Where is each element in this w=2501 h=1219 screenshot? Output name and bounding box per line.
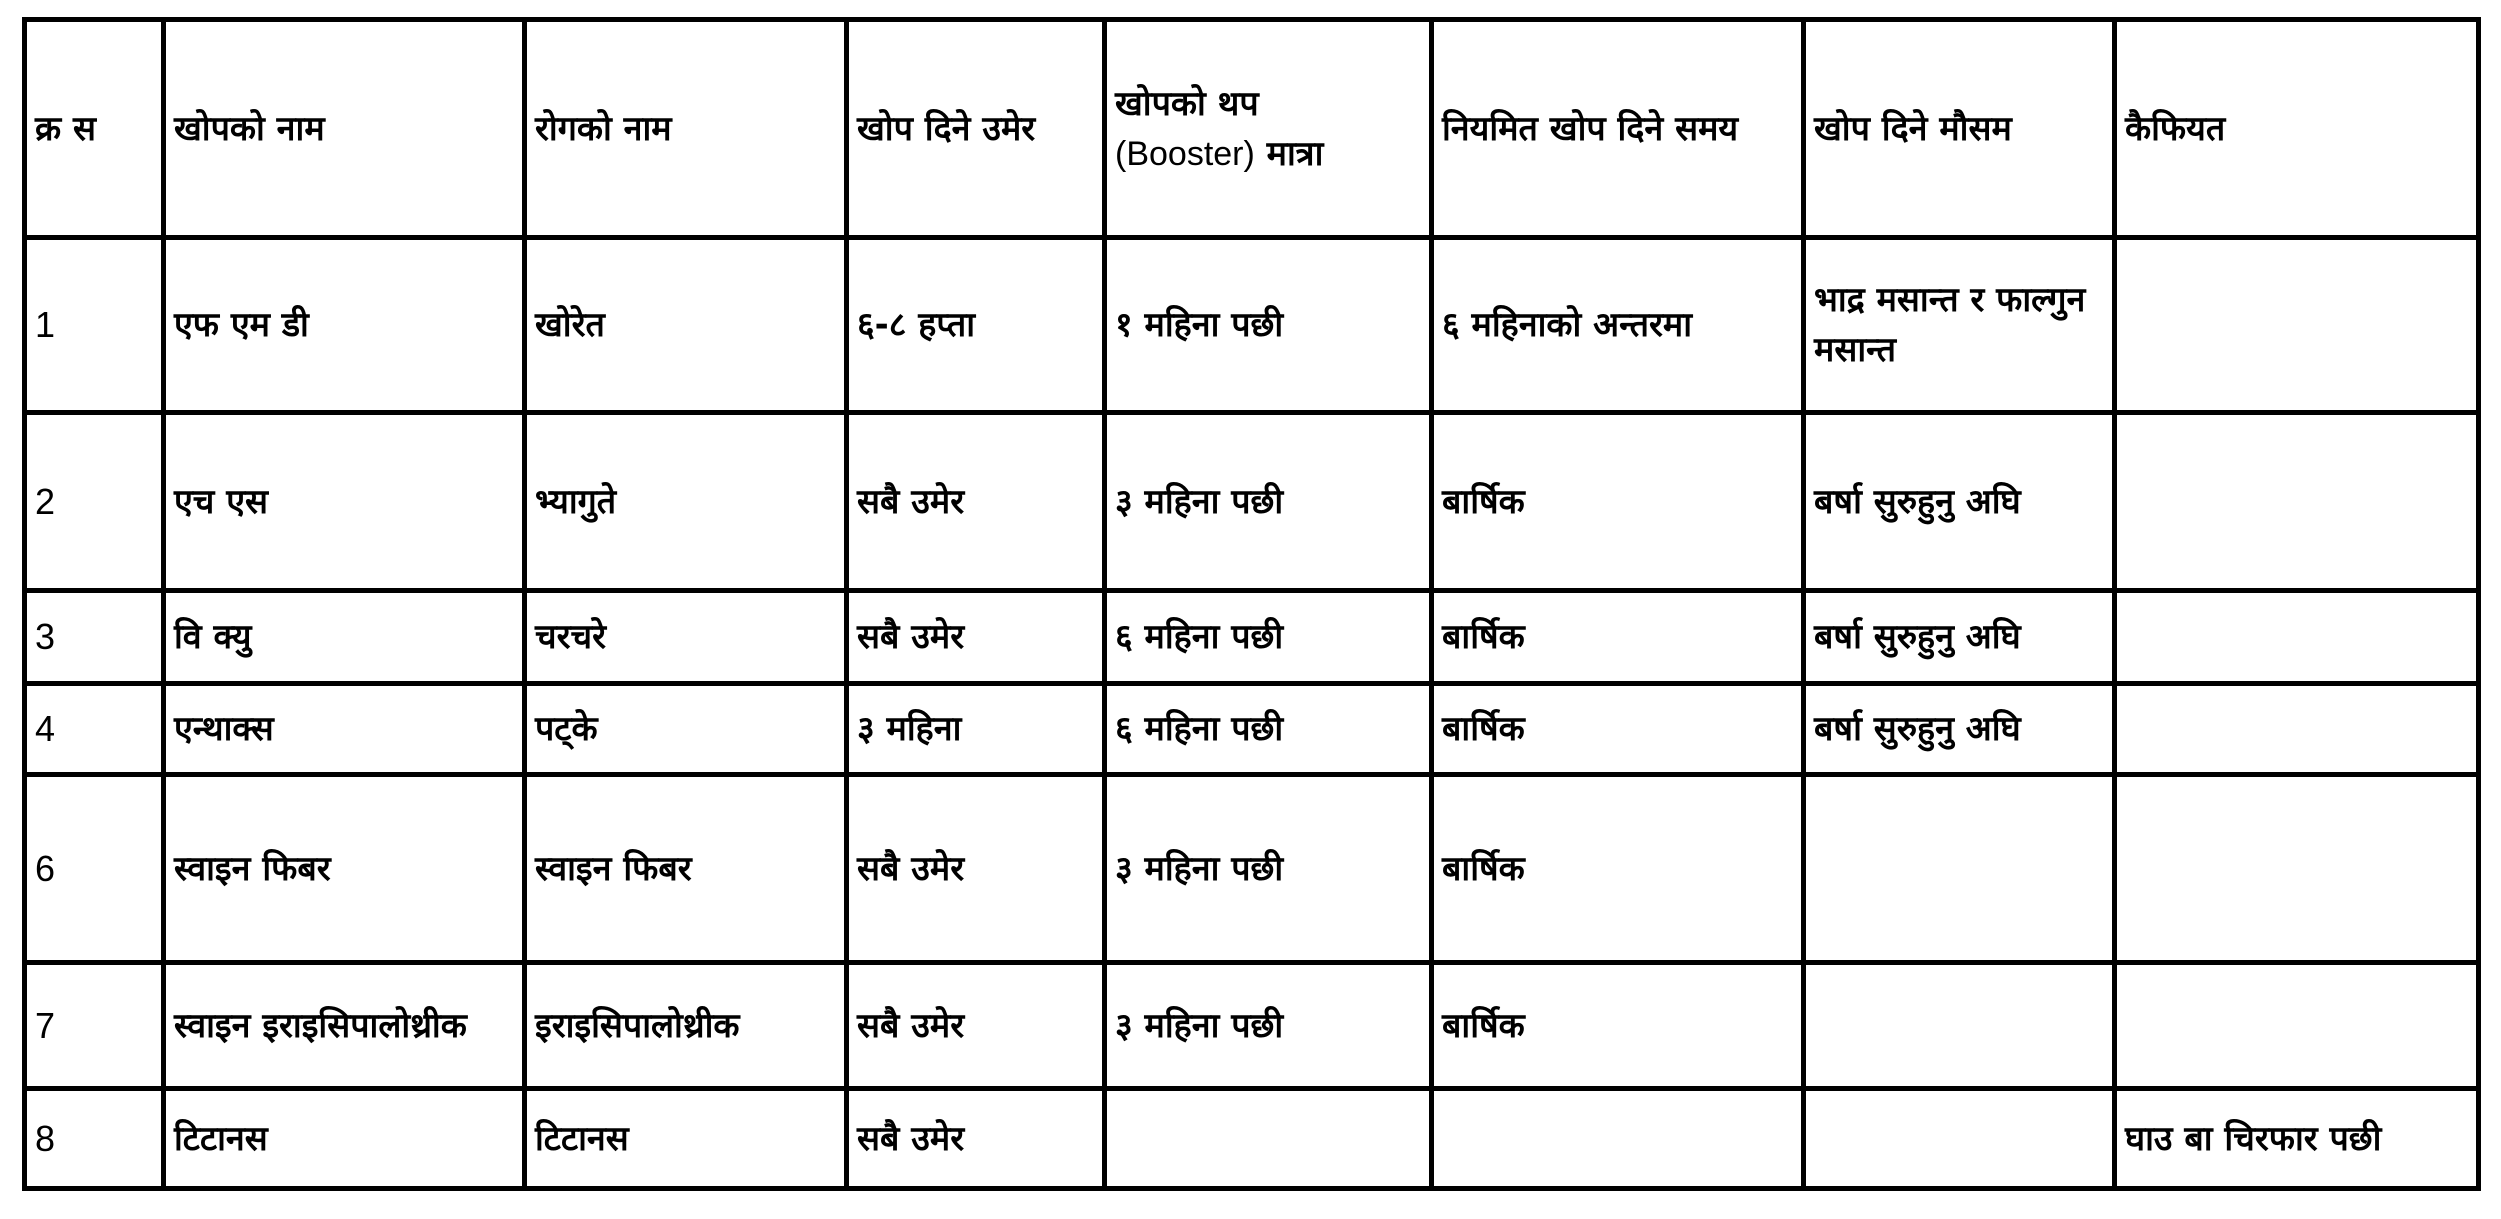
row-regular-schedule: बार्षिक <box>1432 413 1804 591</box>
row-disease-name: टिटानस <box>525 1089 847 1189</box>
header-vaccination-season: खोप दिने मौसम <box>1804 20 2115 238</box>
header-regular-schedule: नियमित खोप दिने समय <box>1432 20 1804 238</box>
table-row <box>25 684 2479 775</box>
row-remarks <box>2115 775 2479 963</box>
vaccination-schedule-sheet <box>22 17 2481 1191</box>
row-vaccination-season: भाद्र मसान्त र फाल्गुन मसान्त <box>1804 238 2115 413</box>
row-remarks <box>2115 238 2479 413</box>
row-serial-number: 2 <box>25 413 164 591</box>
row-disease-name: स्वाइन फिबर <box>525 775 847 963</box>
row-vaccination-season <box>1804 1089 2115 1189</box>
row-serial-number: 3 <box>25 591 164 684</box>
table-row <box>25 963 2479 1089</box>
row-vaccination-age: सबै उमेर <box>847 1089 1105 1189</box>
row-vaccination-age: सबै उमेर <box>847 591 1105 684</box>
row-regular-schedule: ६ महिनाको अन्तरमा <box>1432 238 1804 413</box>
row-vaccine-name: एफ एम डी <box>164 238 525 413</box>
row-vaccination-season <box>1804 775 2115 963</box>
row-remarks <box>2115 591 2479 684</box>
row-vaccination-age: ६-८ हप्ता <box>847 238 1105 413</box>
row-vaccination-season <box>1804 963 2115 1089</box>
table-row <box>25 591 2479 684</box>
row-remarks <box>2115 413 2479 591</box>
row-serial-number: 1 <box>25 238 164 413</box>
header-booster-word: मात्रा <box>1254 133 1324 174</box>
vaccination-table <box>22 17 2481 1191</box>
row-regular-schedule <box>1432 1089 1804 1189</box>
row-vaccine-name: एच एस <box>164 413 525 591</box>
row-booster-dose: ३ महिना पछी <box>1105 775 1432 963</box>
row-remarks: घाउ बा चिरफार पछी <box>2115 1089 2479 1189</box>
row-regular-schedule: बार्षिक <box>1432 963 1804 1089</box>
header-remarks: कैफियत <box>2115 20 2479 238</box>
header-vaccination-age: खोप दिने उमेर <box>847 20 1105 238</box>
header-row <box>25 20 2479 238</box>
header-booster-line1: खोपको थप <box>1115 83 1259 124</box>
row-disease-name: इराइसिपालोथ्रीक <box>525 963 847 1089</box>
row-booster-dose: ३ महिना पछी <box>1105 963 1432 1089</box>
row-vaccination-age: सबै उमेर <box>847 963 1105 1089</box>
row-vaccination-age: सबै उमेर <box>847 413 1105 591</box>
row-serial-number: 8 <box>25 1089 164 1189</box>
row-vaccine-name: टिटानस <box>164 1089 525 1189</box>
table-row <box>25 413 2479 591</box>
row-vaccine-name: वि क्यु <box>164 591 525 684</box>
row-regular-schedule: बार्षिक <box>1432 591 1804 684</box>
row-serial-number: 6 <box>25 775 164 963</box>
row-vaccination-age: ३ महिना <box>847 684 1105 775</box>
header-booster-latin: (Booster) <box>1115 134 1255 173</box>
row-vaccine-name: स्वाइन इराइसिपालोथ्रीक <box>164 963 525 1089</box>
header-booster-dose <box>1105 20 1432 238</box>
table-row <box>25 1089 2479 1189</box>
row-booster-dose: ६ महिना पछी <box>1105 684 1432 775</box>
row-serial-number: 7 <box>25 963 164 1089</box>
row-vaccine-name: स्वाइन फिबर <box>164 775 525 963</box>
row-vaccination-season: बर्षा सुरुहुनु अघि <box>1804 413 2115 591</box>
table-row <box>25 775 2479 963</box>
row-booster-dose <box>1105 1089 1432 1189</box>
row-regular-schedule: बार्षिक <box>1432 775 1804 963</box>
row-booster-dose: ६ महिना पछी <box>1105 591 1432 684</box>
row-vaccination-age: सबै उमेर <box>847 775 1105 963</box>
row-remarks <box>2115 684 2479 775</box>
row-remarks <box>2115 963 2479 1089</box>
row-disease-name: खोरेत <box>525 238 847 413</box>
row-disease-name: पट्के <box>525 684 847 775</box>
header-disease-name: रोगको नाम <box>525 20 847 238</box>
header-vaccine-name: खोपको नाम <box>164 20 525 238</box>
row-regular-schedule: बार्षिक <box>1432 684 1804 775</box>
row-disease-name: चरचरे <box>525 591 847 684</box>
row-disease-name: भ्यागुते <box>525 413 847 591</box>
row-serial-number: 4 <box>25 684 164 775</box>
row-vaccine-name: एन्थाक्स <box>164 684 525 775</box>
header-serial-number: क्र स <box>25 20 164 238</box>
row-vaccination-season: बर्षा सुरुहुनु अघि <box>1804 591 2115 684</box>
table-row <box>25 238 2479 413</box>
row-booster-dose: १ महिना पछी <box>1105 238 1432 413</box>
row-booster-dose: ३ महिना पछी <box>1105 413 1432 591</box>
row-vaccination-season: बर्षा सुरुहुनु अघि <box>1804 684 2115 775</box>
